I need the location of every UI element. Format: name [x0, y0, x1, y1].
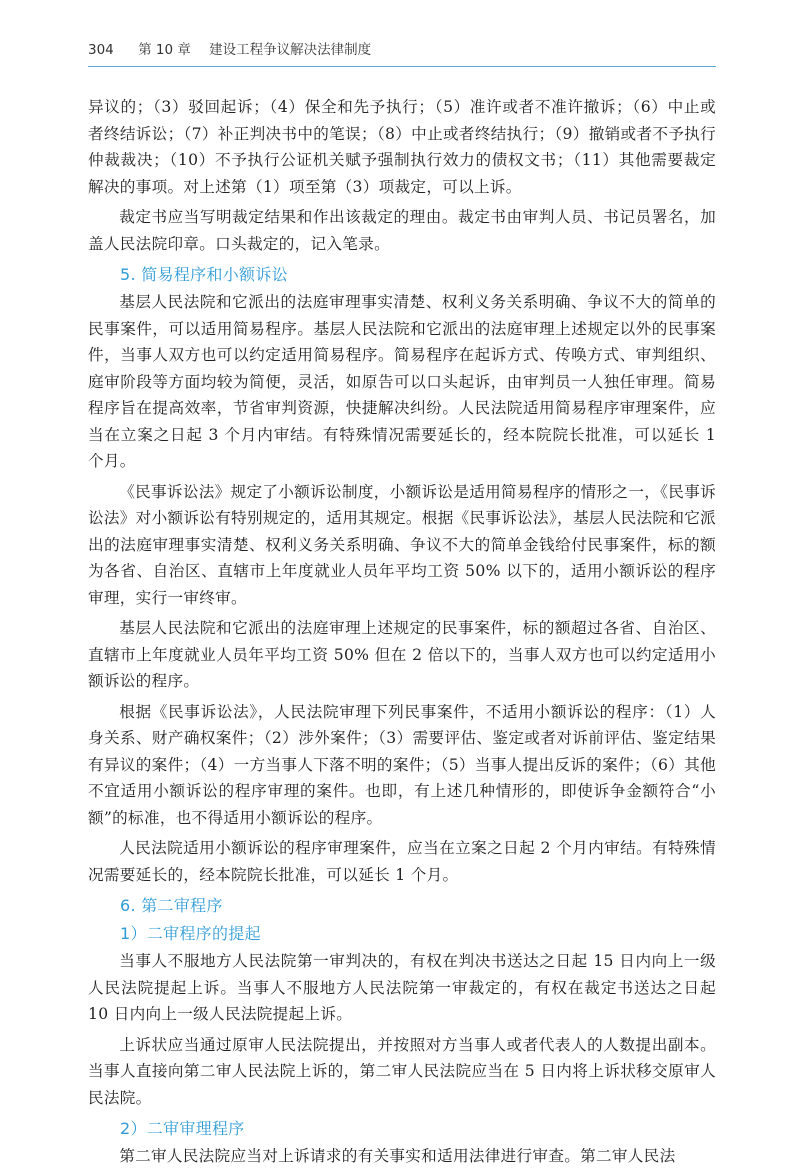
page-body [88, 94, 716, 1174]
paragraph: 当事人不服地方人民法院第一审判决的，有权在判决书送达之日起 15 日内向上一级人民法院提起上诉。当事人不服地方人民法院第一审裁定的，有权在裁定书送达之日起 10 日内向上一级人民法院提起上诉。 [88, 952, 716, 1023]
paragraph: 异议的；（3）驳回起诉；（4）保全和先予执行；（5）准许或者不准许撤诉；（6）中止或者终结诉讼；（7）补正判决书中的笔误；（8）中止或者终结执行；（9）撤销或者不予执行仲裁裁决；（10）不予执行公证机关赋予强制执行效力的债权文书；（11）其他需要裁定解决的事项。对上述第（1）项至第（3）项裁定，可以上诉。 [88, 98, 716, 196]
chapter-title: 建设工程争议解决法律制度 [209, 42, 372, 58]
subsection-heading: 1）二审程序的提起 [120, 924, 261, 943]
section-heading: 5. 简易程序和小额诉讼 [120, 265, 288, 284]
paragraph: 基层人民法院和它派出的法庭审理上述规定的民事案件，标的额超过各省、自治区、直辖市上年度就业人员年平均工资 50% 但在 2 倍以下的，当事人双方也可以约定适用小额诉讼的程序。 [88, 619, 716, 690]
paragraph: 上诉状应当通过原审人民法院提出，并按照对方当事人或者代表人的人数提出副本。当事人直接向第二审人民法院上诉的，第二审人民法院应当在 5 日内将上诉状移交原审人民法院。 [88, 1035, 716, 1107]
paragraph: 基层人民法院和它派出的法庭审理事实清楚、权利义务关系明确、争议不大的简单的民事案件，可以适用简易程序。基层人民法院和它派出的法庭审理上述规定以外的民事案件，当事人双方也可以约定适用简易程序。简易程序在起诉方式、传唤方式、审判组织、庭审阶段等方面均较为简便，灵活，如原告可以口头起诉，由审判员一人独任审理。简易程序旨在提高效率，节省审判资源，快捷解决纠纷。人民法院适用简易程序审理案件，应当在立案之日起 3 个月内审结。有特殊情况需要延长的，经本院院长批准，可以延长 1 个月。 [88, 293, 716, 470]
subsection-heading: 2）二审审理程序 [120, 1119, 245, 1138]
header-rule [88, 66, 716, 67]
section-heading: 6. 第二审程序 [120, 896, 223, 915]
paragraph: 第二审人民法院应当对上诉请求的有关事实和适用法律进行审查。第二审人民法 [119, 1147, 676, 1165]
page-number: 304 [88, 42, 114, 58]
chapter-label: 第 10 章 [138, 42, 191, 58]
running-header [88, 40, 720, 60]
paragraph: 人民法院适用小额诉讼的程序审理案件，应当在立案之日起 2 个月内审结。有特殊情况需要延长的，经本院院长批准，可以延长 1 个月。 [88, 839, 716, 884]
paragraph: 《民事诉讼法》规定了小额诉讼制度，小额诉讼是适用简易程序的情形之一，《民事诉讼法》对小额诉讼有特别规定的，适用其规定。根据《民事诉讼法》，基层人民法院和它派出的法庭审理事实清楚、权利义务关系明确、争议不大的简单金钱给付民事案件，标的额为各省、自治区、直辖市上年度就业人员年平均工资 50% 以下的，适用小额诉讼的程序审理，实行一审终审。 [88, 482, 716, 607]
paragraph: 裁定书应当写明裁定结果和作出该裁定的理由。裁定书由审判人员、书记员署名，加盖人民法院印章。口头裁定的，记入笔录。 [88, 208, 716, 253]
paragraph: 根据《民事诉讼法》，人民法院审理下列民事案件，不适用小额诉讼的程序：（1）人身关系、财产确权案件；（2）涉外案件；（3）需要评估、鉴定或者对诉前评估、鉴定结果有异议的案件；（4）一方当事人下落不明的案件；（5）当事人提出反诉的案件；（6）其他不宜适用小额诉讼的程序审理的案件。也即，有上述几种情形的，即使诉争金额符合“小额”的标准，也不得适用小额诉讼的程序。 [88, 702, 716, 827]
